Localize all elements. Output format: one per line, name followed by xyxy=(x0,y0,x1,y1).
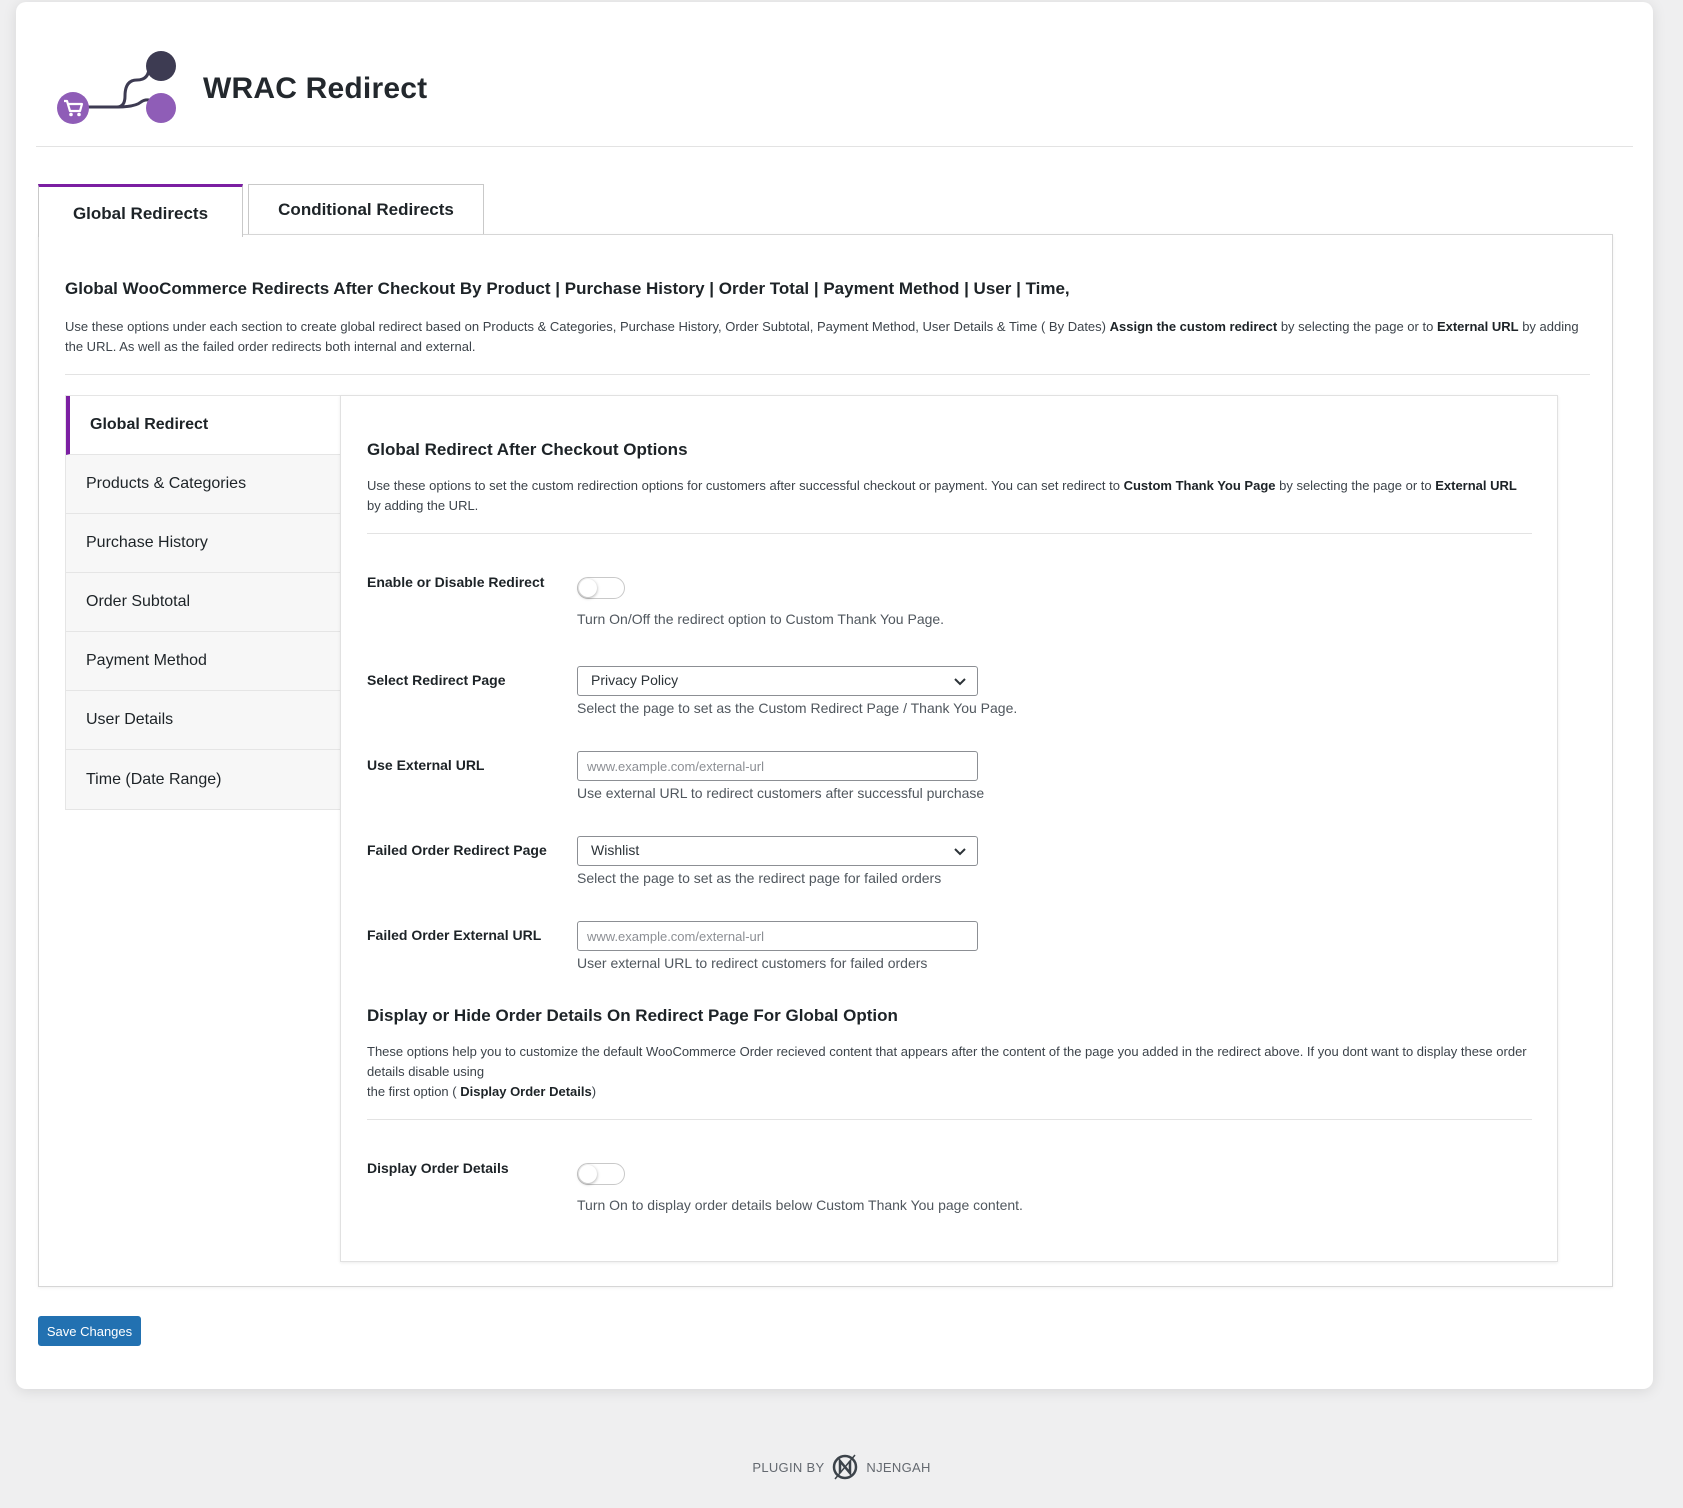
failed-page-help: Select the page to set as the redirect page for failed orders xyxy=(577,870,942,886)
failed-url-label: Failed Order External URL xyxy=(367,927,542,943)
chevron-down-icon xyxy=(953,844,967,858)
redirect-page-value: Privacy Policy xyxy=(591,672,679,688)
settings-card xyxy=(16,2,1653,1389)
tab-conditional-redirects[interactable]: Conditional Redirects xyxy=(248,184,484,235)
footer-brand: NJENGAH xyxy=(866,1459,931,1475)
save-changes-button[interactable]: Save Changes xyxy=(38,1316,141,1346)
nav-item-time-date-range[interactable]: Time (Date Range) xyxy=(86,770,222,788)
section-title: Global Redirect After Checkout Options xyxy=(367,440,688,459)
toggle-knob xyxy=(579,579,597,597)
footer xyxy=(0,1452,1683,1482)
display-order-details-help: Turn On to display order details below Custom Thank You page content. xyxy=(577,1197,1023,1213)
panel-description: Use these options under each section to create global redirect based on Products & Categories, Purchase History, Order Subtotal, Payment Method, User Details & Time ( By Dates) Assign the custom redirect by selecting the page or to External URL by adding the URL. As well as the failed order redirects both internal and external. xyxy=(65,319,1579,354)
divider xyxy=(65,374,1590,375)
order-details-section-description: These options help you to customize the default WooCommerce Order recieved content that appears after the content of the page you added in the redirect above. If you dont want to display these order details disable using the first option ( Display Order Details) xyxy=(367,1044,1527,1099)
display-order-details-toggle[interactable] xyxy=(577,1163,625,1185)
toggle-knob xyxy=(579,1165,597,1183)
footer-prefix: PLUGIN BY xyxy=(752,1459,825,1475)
global-redirects-panel xyxy=(38,234,1613,1287)
failed-url-input[interactable] xyxy=(577,921,978,951)
page-header xyxy=(36,2,1633,147)
redirect-page-select[interactable] xyxy=(577,666,978,696)
enable-redirect-label: Enable or Disable Redirect xyxy=(367,574,545,590)
nav-item-user-details[interactable]: User Details xyxy=(66,691,340,750)
divider xyxy=(367,1119,1532,1120)
external-url-input[interactable] xyxy=(577,751,978,781)
chevron-down-icon xyxy=(953,674,967,688)
njengah-logo-icon xyxy=(832,1452,858,1482)
tab-global-redirects[interactable]: Global Redirects xyxy=(38,184,243,237)
external-url-help: Use external URL to redirect customers after successful purchase xyxy=(577,785,985,801)
section-description: Use these options to set the custom redirection options for customers after successful checkout or payment. You can set redirect to Custom Thank You Page by selecting the page or to External URL by adding the URL. xyxy=(367,478,1517,513)
failed-url-help: User external URL to redirect customers for failed orders xyxy=(577,955,928,971)
display-order-details-label: Display Order Details xyxy=(367,1160,509,1176)
enable-redirect-help: Turn On/Off the redirect option to Custom Thank You Page. xyxy=(577,611,945,627)
nav-item-payment-method[interactable]: Payment Method xyxy=(66,632,340,691)
panel-title: Global WooCommerce Redirects After Checkout By Product | Purchase History | Order Total | Payment Method | User | Time, xyxy=(65,279,1070,298)
enable-redirect-toggle[interactable] xyxy=(577,577,625,599)
failed-page-label: Failed Order Redirect Page xyxy=(367,842,547,858)
redirect-page-label: Select Redirect Page xyxy=(367,672,506,688)
global-redirect-content xyxy=(340,395,1558,1262)
app-title: WRAC Redirect xyxy=(203,72,428,105)
order-details-section-title: Display or Hide Order Details On Redirect Page For Global Option xyxy=(367,1006,898,1025)
nav-item-global-redirect[interactable]: Global Redirect xyxy=(66,396,340,455)
nav-item-products-categories[interactable]: Products & Categories xyxy=(66,455,340,514)
failed-page-value: Wishlist xyxy=(591,842,640,858)
divider xyxy=(367,533,1532,534)
redirect-page-help: Select the page to set as the Custom Redirect Page / Thank You Page. xyxy=(577,700,1018,716)
section-nav xyxy=(65,395,340,810)
nav-item-purchase-history[interactable]: Purchase History xyxy=(66,514,340,573)
nav-item-order-subtotal[interactable]: Order Subtotal xyxy=(66,573,340,632)
external-url-label: Use External URL xyxy=(367,757,485,773)
failed-page-select[interactable] xyxy=(577,836,978,866)
wrac-logo-icon xyxy=(55,50,192,137)
